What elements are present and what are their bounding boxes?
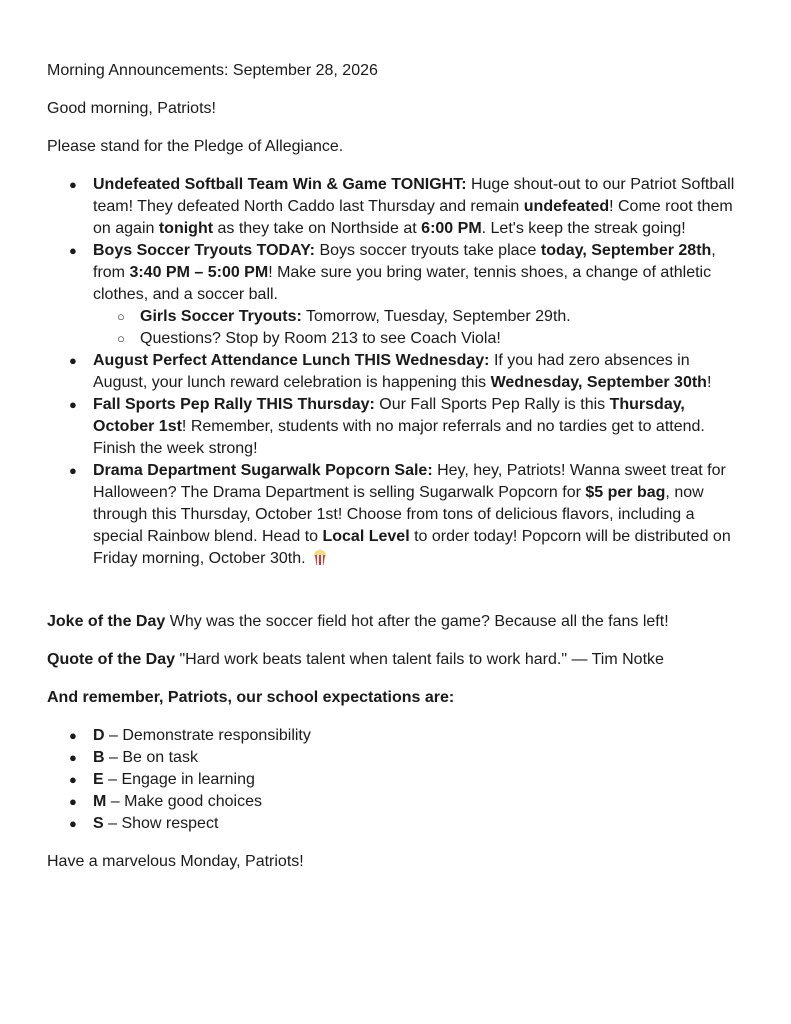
announcement-emphasis: $5 per bag bbox=[585, 484, 666, 501]
announcement-boys-soccer bbox=[47, 240, 747, 350]
expectation-text: – Engage in learning bbox=[103, 771, 255, 788]
announcement-emphasis: Thursday, October 1st bbox=[93, 396, 685, 435]
expectation-letter: E bbox=[93, 771, 104, 788]
joke-of-the-day bbox=[47, 611, 669, 633]
expectation-letter: D bbox=[93, 727, 105, 744]
announcement-heading: Boys Soccer Tryouts TODAY: bbox=[93, 242, 315, 259]
expectation-item bbox=[47, 747, 447, 769]
announcement-pep-rally bbox=[47, 394, 747, 460]
sub-item-questions bbox=[47, 328, 747, 350]
announcement-text: ! Make sure you bring water, tennis shoes, a change of athletic clothes, and a soccer ball. bbox=[93, 264, 712, 303]
announcement-heading: Undefeated Softball Team Win & Game TONIGHT: bbox=[93, 176, 467, 193]
closing-line: Have a marvelous Monday, Patriots! bbox=[47, 853, 304, 870]
announcement-heading: Drama Department Sugarwalk Popcorn Sale: bbox=[93, 462, 433, 479]
quote-label: Quote of the Day bbox=[47, 651, 176, 668]
expectation-text: – Be on task bbox=[104, 749, 198, 766]
announcement-attendance-lunch bbox=[47, 350, 747, 394]
announcement-emphasis: 3:40 PM – 5:00 PM bbox=[129, 264, 269, 281]
expectations-heading bbox=[47, 687, 454, 709]
announcement-softball bbox=[47, 174, 747, 240]
announcement-heading: August Perfect Attendance Lunch THIS Wednesday: bbox=[93, 352, 490, 369]
announcement-heading: Fall Sports Pep Rally THIS Thursday: bbox=[93, 396, 375, 413]
expectation-item bbox=[47, 791, 447, 813]
expectation-letter: B bbox=[93, 749, 105, 766]
announcement-text: , now through this Thursday, October 1st! Choose from tons of delicious flavors, including a special Rainbow blend. Head to bbox=[93, 484, 704, 545]
expectation-item bbox=[47, 769, 447, 791]
expectation-text: – Show respect bbox=[103, 815, 219, 832]
pledge-line: Please stand for the Pledge of Allegiance. bbox=[47, 138, 344, 155]
announcement-text: Huge shout-out to our Patriot Softball team! They defeated North Caddo last Thursday and remain bbox=[93, 176, 735, 215]
sub-item-heading: Girls Soccer Tryouts: bbox=[140, 308, 302, 325]
sub-item-girls-soccer bbox=[47, 306, 747, 328]
announcement-text: . Let's keep the streak going! bbox=[481, 220, 686, 237]
announcement-text: , from bbox=[93, 242, 716, 281]
expectation-letter: M bbox=[93, 793, 107, 810]
document-title: Morning Announcements: September 28, 2026 bbox=[47, 62, 378, 79]
announcement-text: ! Remember, students with no major referrals and no tardies get to attend. Finish the week strong! bbox=[93, 418, 705, 457]
expectations-list bbox=[47, 725, 447, 835]
announcement-text: Boys soccer tryouts take place bbox=[315, 242, 541, 259]
announcement-emphasis: Local Level bbox=[322, 528, 410, 545]
announcement-text: ! bbox=[706, 374, 712, 391]
announcement-emphasis: today, September 28th bbox=[540, 242, 712, 259]
announcement-emphasis: undefeated bbox=[523, 198, 610, 215]
announcement-text: Our Fall Sports Pep Rally is this bbox=[374, 396, 610, 413]
expectation-text: – Demonstrate responsibility bbox=[104, 727, 311, 744]
announcement-list bbox=[47, 174, 747, 570]
expectation-item bbox=[47, 725, 447, 747]
quote-of-the-day bbox=[47, 649, 664, 671]
sub-item-text: Tomorrow, Tuesday, September 29th. bbox=[301, 308, 571, 325]
sub-list bbox=[93, 306, 747, 350]
announcement-emphasis: tonight bbox=[158, 220, 214, 237]
announcement-text: Hey, hey, Patriots! Wanna sweet treat for Halloween? The Drama Department is selling Sugarwalk Popcorn for bbox=[93, 462, 726, 501]
sub-item-text: Questions? Stop by Room 213 to see Coach Viola! bbox=[140, 330, 501, 347]
expectation-text: – Make good choices bbox=[106, 793, 262, 810]
announcement-text: to order today! Popcorn will be distributed on Friday morning, October 30th. bbox=[93, 528, 731, 567]
announcement-popcorn-sale bbox=[47, 460, 747, 570]
announcement-emphasis: 6:00 PM bbox=[421, 220, 482, 237]
announcement-emphasis: Wednesday, September 30th bbox=[490, 374, 707, 391]
joke-label: Joke of the Day bbox=[47, 613, 166, 630]
joke-text: Why was the soccer field hot after the game? Because all the fans left! bbox=[165, 613, 669, 630]
announcement-text: ! Come root them on again bbox=[93, 198, 733, 237]
greeting: Good morning, Patriots! bbox=[47, 100, 216, 117]
announcement-text: as they take on Northside at bbox=[213, 220, 422, 237]
expectation-letter: S bbox=[93, 815, 104, 832]
announcement-text: If you had zero absences in August, your lunch reward celebration is happening this bbox=[93, 352, 690, 391]
expectation-item bbox=[47, 813, 447, 835]
quote-text: "Hard work beats talent when talent fails to work hard." — Tim Notke bbox=[175, 651, 664, 668]
popcorn-icon bbox=[313, 549, 327, 565]
expectations-heading-text: And remember, Patriots, our school expectations are: bbox=[47, 689, 455, 706]
